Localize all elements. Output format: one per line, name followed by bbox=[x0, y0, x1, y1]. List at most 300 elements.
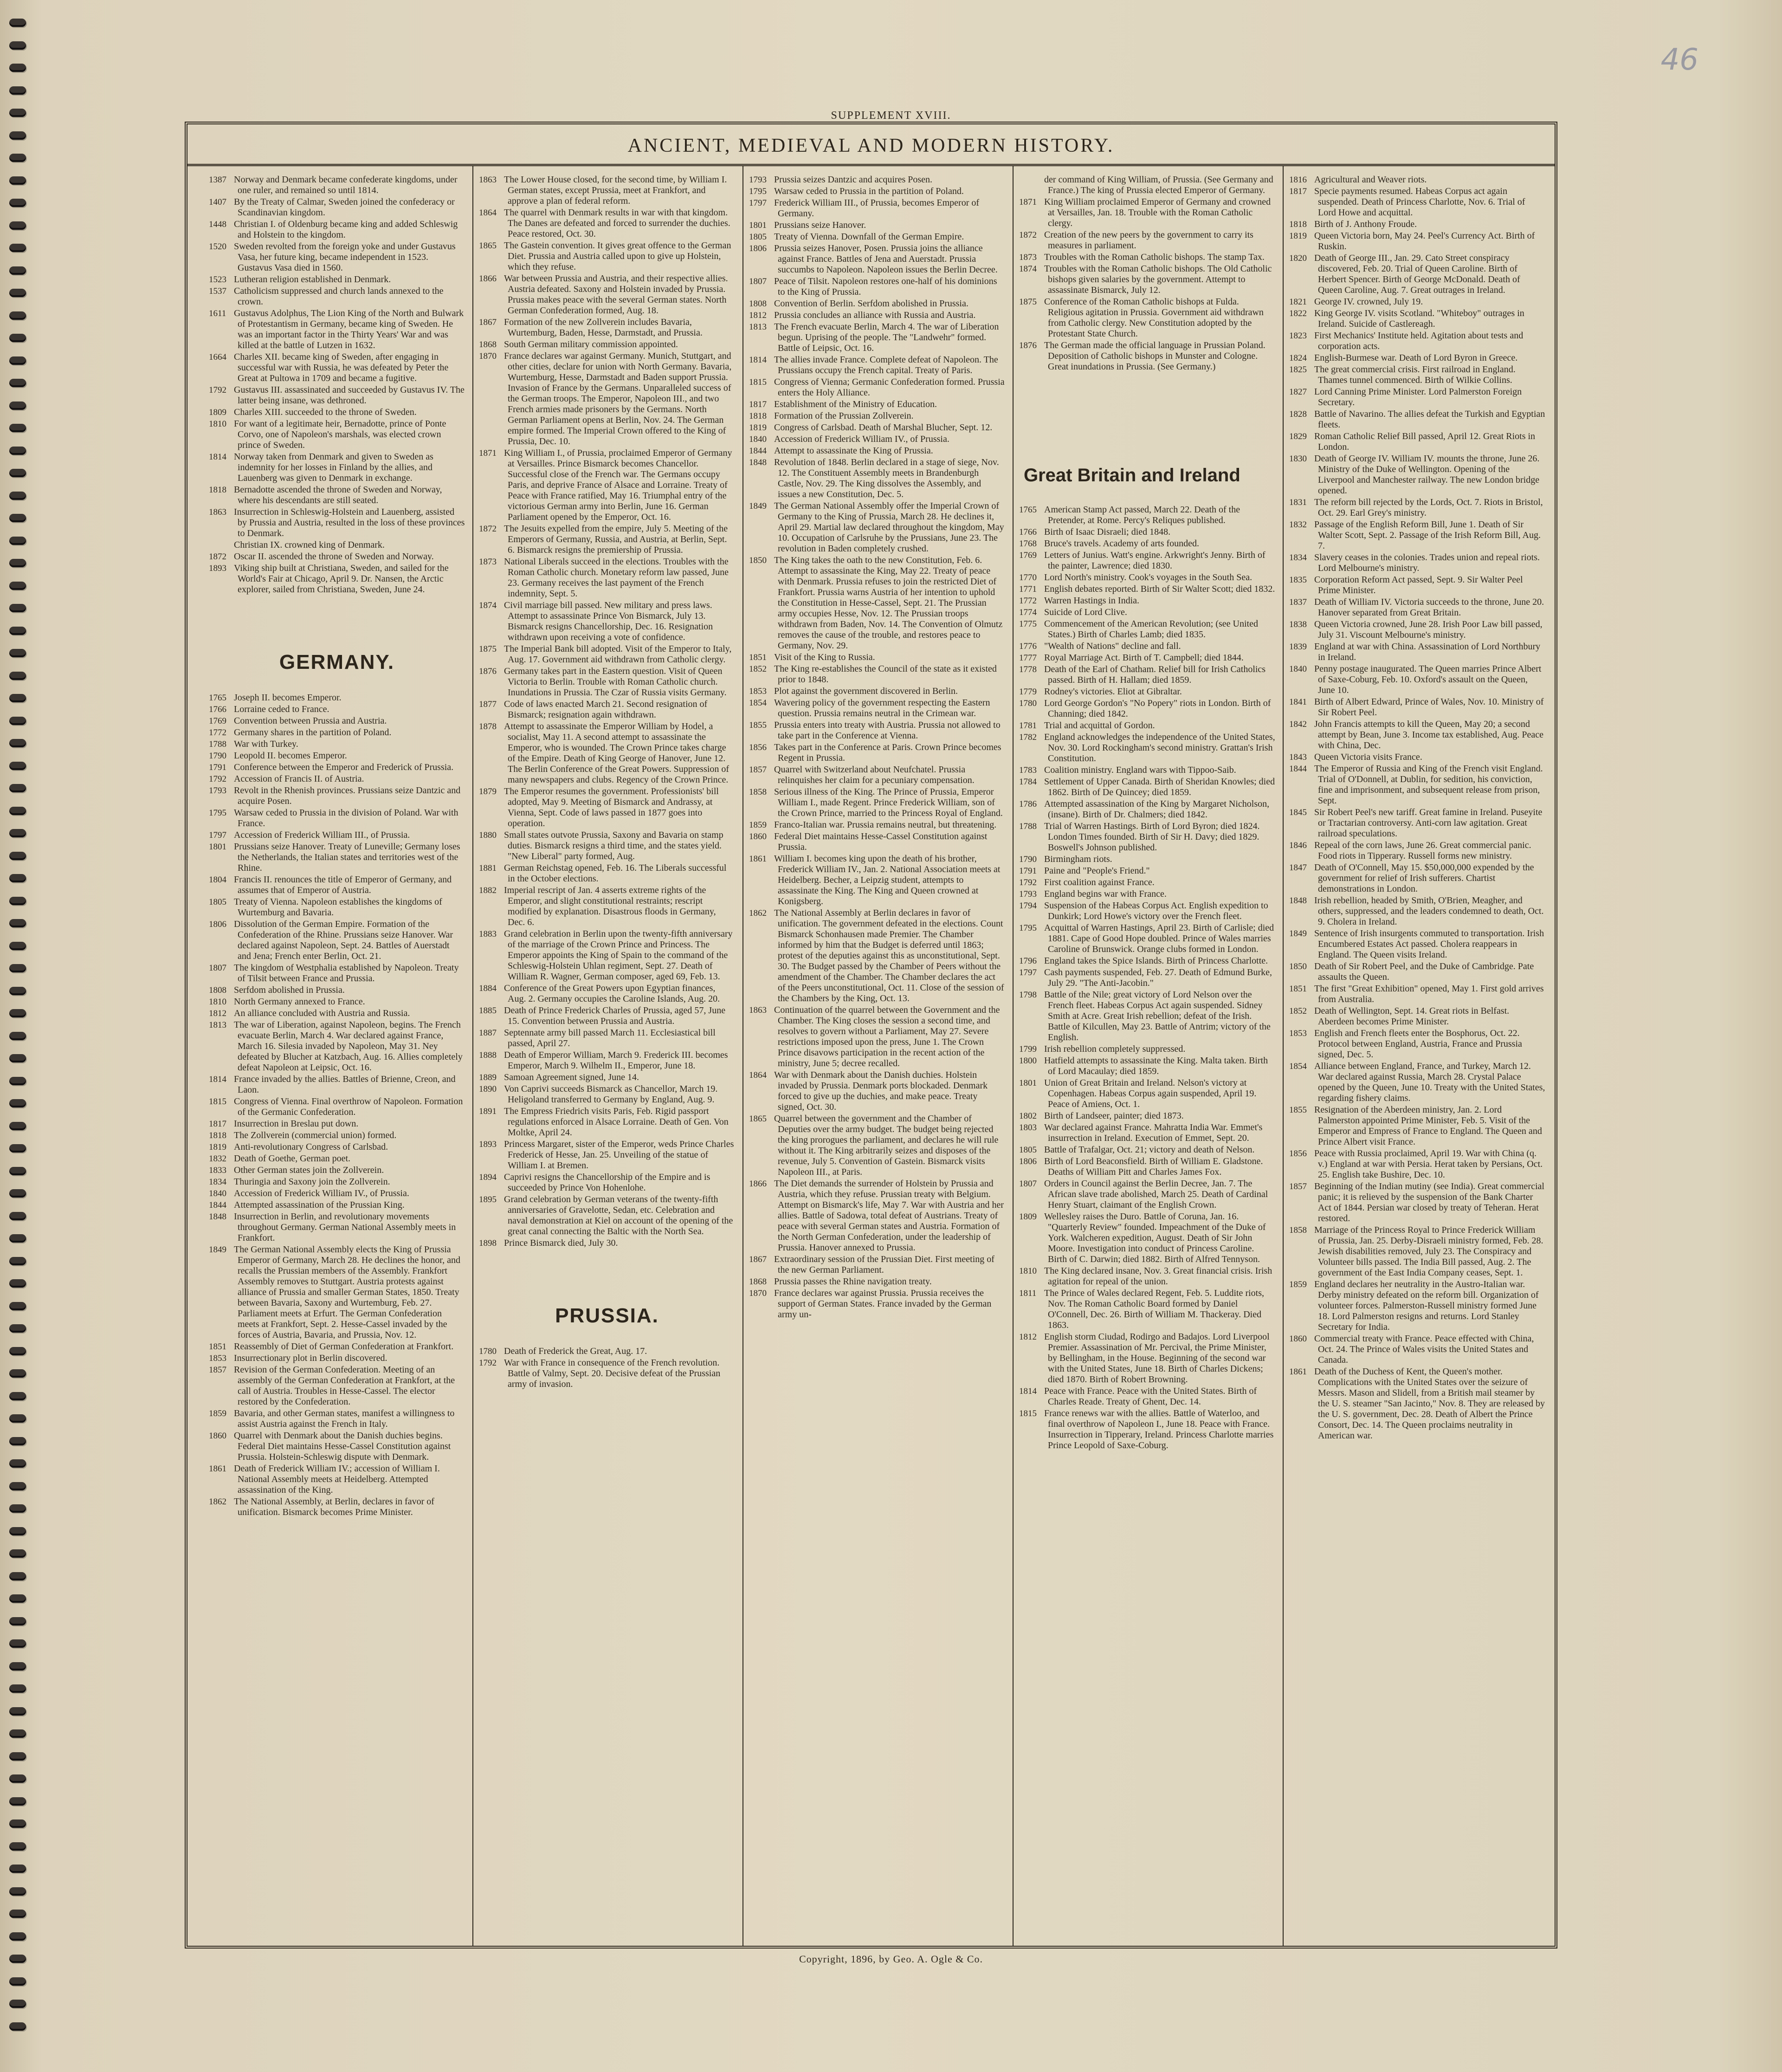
entry-text: Congress of Vienna. Final overthrow of Napoleon. Formation of the Germanic Confederation. bbox=[234, 1096, 463, 1117]
binding-ring bbox=[9, 1234, 26, 1243]
entry-text: Warsaw ceded to Prussia in the partition of Poland. bbox=[774, 186, 964, 196]
entry-year: 1805 bbox=[209, 897, 226, 907]
entry-text: Prussia concludes an alliance with Russia and Austria. bbox=[774, 310, 976, 320]
entry-text: France declares war against Germany. Munich, Stuttgart, and other cities, declare for union with North Germany. Bavaria, Wurtemburg, Hesse, Darmstadt and Baden support Prussia. Invasion of France by the Germans. Unparalleled success of the German troops. The Emperor, Napoleon III., and two French armies made prisoners by the Germans. North German Parliament opens at Berlin, Nov. 24. The German empire formed. The Imperial Crown offered to the King of Prussia, Dec. 10. bbox=[504, 351, 732, 447]
entry-year: 1806 bbox=[749, 244, 767, 253]
binding-ring bbox=[9, 1819, 26, 1828]
entry-text: Sweden revolted from the foreign yoke and under Gustavus Vasa, her future king, became independent in 1523. Gustavus Vasa died in 1560. bbox=[234, 241, 456, 273]
entry-year: 1865 bbox=[479, 241, 497, 251]
history-entry bbox=[479, 983, 735, 1004]
entry-year: 1815 bbox=[209, 1097, 226, 1107]
history-entry bbox=[209, 274, 465, 285]
binding-ring bbox=[9, 1932, 26, 1941]
entry-text: Commencement of the American Revolution; (see United States.) Birth of Charles Lamb; died 1835. bbox=[1044, 619, 1258, 640]
entry-year: 1782 bbox=[1019, 732, 1037, 742]
entry-text: Treaty of Vienna. Napoleon establishes the kingdoms of Wurtemburg and Bavaria. bbox=[234, 897, 442, 918]
history-entry bbox=[1019, 505, 1275, 526]
entry-text: The quarrel with Denmark results in war with that kingdom. The Danes are defeated and forced to surrender the duchies. Peace restored, Oct. 30. bbox=[504, 207, 730, 239]
entry-year: 1812 bbox=[749, 311, 767, 320]
entry-text: Trial of Warren Hastings. Birth of Lord Byron; died 1824. London Times founded. Birth of Sir H. Davy; died 1829. Boswell's Johnson published. bbox=[1044, 821, 1260, 853]
binding-ring bbox=[9, 1707, 26, 1716]
entry-text: Visit of the King to Russia. bbox=[774, 652, 875, 662]
binding-ring bbox=[9, 1009, 26, 1017]
entry-text: Suspension of the Habeas Corpus Act. English expedition to Dunkirk; Lord Howe's victory over the French fleet. bbox=[1044, 900, 1268, 921]
entry-year: 1882 bbox=[479, 886, 497, 895]
entry-year: 1774 bbox=[1019, 608, 1037, 617]
history-entry bbox=[1289, 1006, 1545, 1027]
history-entry bbox=[1289, 330, 1545, 352]
history-entry bbox=[1289, 1225, 1545, 1278]
entry-year: 1801 bbox=[1019, 1078, 1037, 1088]
entry-year: 1780 bbox=[479, 1347, 497, 1356]
binding-ring bbox=[9, 221, 26, 230]
entry-year: 1797 bbox=[749, 198, 767, 208]
binding-ring bbox=[9, 1279, 26, 1288]
history-entry bbox=[479, 339, 735, 350]
entry-year: 1800 bbox=[1019, 1056, 1037, 1066]
entry-text: Code of laws enacted March 21. Second resignation of Bismarck; resignation again withdrawn. bbox=[504, 699, 708, 720]
entry-text: Warsaw ceded to Prussia in the division of Poland. War with France. bbox=[234, 808, 458, 829]
history-entry bbox=[209, 507, 465, 539]
entry-year: 1815 bbox=[749, 377, 767, 387]
history-entry bbox=[479, 699, 735, 720]
entry-text: Sentence of Irish insurgents commuted to transportation. Irish Encumbered Estates Act passed. Cholera reappears in England. The Queen visits Ireland. bbox=[1314, 928, 1544, 960]
entry-year: 1863 bbox=[479, 175, 497, 185]
binding-ring bbox=[9, 447, 26, 455]
entry-year: 1834 bbox=[209, 1177, 226, 1187]
history-entry bbox=[1289, 175, 1545, 185]
binding-ring bbox=[9, 1797, 26, 1806]
history-entry bbox=[209, 1431, 465, 1463]
entry-year: 1872 bbox=[1019, 230, 1037, 240]
entry-text: The Lower House closed, for the second time, by William I. German states, except Prussia, meet at Frankfort, and approve a plan of federal reform. bbox=[504, 175, 727, 206]
entry-text: The King declared insane, Nov. 3. Great financial crisis. Irish agitation for repeal of the union. bbox=[1044, 1266, 1272, 1287]
entry-year: 1846 bbox=[1289, 841, 1307, 850]
entry-text: The Diet demands the surrender of Holstein by Prussia and Austria, which they refuse. Prussian treaty with Belgium. Attempt on Bismarck's life, May 7. War with Austria and her allies. Battle of Sadowa, total defeat of Austrians. Treaty of peace with several German states and Austria. Formation of the North German Confederation, under the leadership of Prussia. Hanover annexed to Prussia. bbox=[774, 1178, 1004, 1253]
history-entry bbox=[209, 352, 465, 384]
entry-year: 1814 bbox=[209, 1075, 226, 1084]
history-entry bbox=[1289, 641, 1545, 663]
entry-text: Coalition ministry. England wars with Tippoo-Saib. bbox=[1044, 765, 1236, 775]
entry-text: Attempt to assassinate the Emperor William by Hodel, a socialist, May 11. A second attempt to assassinate the Emperor, who is wounded. The Crown Prince takes charge of the Empire. Death of King George of Hanover, June 12. The Berlin Conference of the Great Powers. Suppression of many newspapers and clubs. Regency of the Crown Prince. bbox=[504, 721, 730, 785]
entry-text: The King takes the oath to the new Constitution, Feb. 6. Attempt to assassinate the King, May 22. Treaty of peace with Denmark. Prussia refuses to join the restricted Diet of Frankfort. Prussia warns Austria of her intention to uphold the Constitution in Hesse-Cassel, Sept. 21. The Prussian army occupies Hesse, Nov. 12. The Prussian troops withdrawn from Baden, Nov. 14. The Convention of Olmutz removes the cause of the trouble, and restores peace to Germany, Nov. 29. bbox=[774, 555, 1003, 651]
history-entry bbox=[1289, 764, 1545, 806]
history-entry bbox=[749, 198, 1005, 219]
history-entry bbox=[1019, 1122, 1275, 1144]
history-entry bbox=[479, 786, 735, 829]
entry-year: 1853 bbox=[749, 686, 767, 696]
entry-year: 1840 bbox=[749, 434, 767, 444]
history-entry bbox=[479, 885, 735, 928]
history-entry bbox=[209, 219, 465, 240]
entry-text: Death of O'Connell, May 15. $50,000,000 expended by the government for relief of Irish sufferers. Chartist demonstrations in London. bbox=[1314, 862, 1534, 894]
history-entry bbox=[1019, 527, 1275, 537]
history-entry bbox=[209, 1119, 465, 1129]
entry-text: German Reichstag opened, Feb. 16. The Liberals successful in the October elections. bbox=[504, 863, 727, 884]
history-entry bbox=[749, 322, 1005, 354]
entry-year: 1781 bbox=[1019, 721, 1037, 731]
entry-text: Peace with Russia proclaimed, April 19. War with China (q. v.) England at war with Persia. Herat taken by Persians, Oct. 25. English take Bushire, Dec. 10. bbox=[1314, 1148, 1543, 1180]
history-entry bbox=[749, 1005, 1005, 1069]
entry-year: 1807 bbox=[209, 963, 226, 973]
entry-year: 1766 bbox=[209, 705, 226, 714]
entry-year: 1797 bbox=[209, 830, 226, 840]
entry-text: Formation of the Prussian Zollverein. bbox=[774, 411, 914, 421]
entry-year: 1857 bbox=[1289, 1182, 1307, 1191]
entry-year: 1788 bbox=[1019, 822, 1037, 831]
history-entry bbox=[1289, 597, 1545, 618]
entry-text: The Jesuits expelled from the empire, July 5. Meeting of the Emperors of Germany, Russia, and Austria, at Berlin, Sept. 6. Bismarck resigns the premiership of Prussia. bbox=[504, 524, 728, 555]
history-entry bbox=[209, 540, 465, 550]
entry-text: Creation of the new peers by the government to carry its measures in parliament. bbox=[1044, 230, 1253, 251]
history-entry bbox=[1019, 230, 1275, 251]
entry-text: Franco-Italian war. Prussia remains neutral, but threatening. bbox=[774, 820, 997, 830]
entry-text: Germany takes part in the Eastern question. Visit of Queen Victoria to Berlin. Trouble with Roman Catholic church. Inundations in Prussia. The Czar of Russia visits Germany. bbox=[504, 666, 727, 698]
entry-year: 1870 bbox=[749, 1289, 767, 1298]
history-entry bbox=[209, 1177, 465, 1187]
history-entry bbox=[749, 276, 1005, 298]
binding-ring bbox=[9, 199, 26, 207]
history-entry bbox=[479, 666, 735, 698]
entry-text: For want of a legitimate heir, Bernadotte, prince of Ponte Corvo, one of Napoleon's marshals, was elected crown prince of Sweden. bbox=[234, 419, 446, 450]
entry-text: The German made the official language in Prussian Poland. Deposition of Catholic bishops in Munster and Cologne. Great inundations in Prussia. (See Germany.) bbox=[1044, 340, 1265, 372]
history-entry bbox=[749, 787, 1005, 819]
history-entry bbox=[1019, 765, 1275, 776]
history-entry bbox=[209, 808, 465, 829]
binding-ring bbox=[9, 379, 26, 387]
entry-text: Samoan Agreement signed, June 14. bbox=[504, 1072, 639, 1082]
entry-text: Princess Margaret, sister of the Emperor, weds Prince Charles Frederick of Hesse, Jan. 25. Unveiling of the statue of William I. at Bremen. bbox=[504, 1139, 734, 1171]
entry-text: Royal Marriage Act. Birth of T. Campbell; died 1844. bbox=[1044, 653, 1244, 663]
entry-year: 1853 bbox=[1289, 1029, 1307, 1038]
history-entry bbox=[749, 446, 1005, 456]
history-entry bbox=[749, 399, 1005, 410]
entry-text: First Mechanics' Institute held. Agitation about tests and corporation acts. bbox=[1314, 330, 1524, 351]
binding-ring bbox=[9, 1347, 26, 1355]
entry-text: Battle of the Nile; great victory of Lord Nelson over the French fleet. Habeas Corpus Act again suspended. Sidney Smith at Acre. Great Irish rebellion; defeat of the Irish. Battle of Kilcullen, May 23. Battle of Antrim; victory of the English. bbox=[1044, 990, 1271, 1042]
entry-year: 1885 bbox=[479, 1006, 497, 1016]
history-entry bbox=[749, 720, 1005, 741]
history-entry bbox=[479, 1028, 735, 1049]
entry-year: 1779 bbox=[1019, 687, 1037, 697]
entry-year: 1871 bbox=[479, 448, 497, 458]
history-entry bbox=[1019, 641, 1275, 652]
entry-year: 1813 bbox=[749, 322, 767, 332]
entry-text: King George IV. visits Scotland. "Whiteboy" outrages in Ireland. Suicide of Castlereagh. bbox=[1314, 308, 1524, 329]
entry-year: 1847 bbox=[1289, 863, 1307, 873]
history-entry bbox=[209, 739, 465, 750]
entry-year: 1844 bbox=[209, 1200, 226, 1210]
entry-year: 1848 bbox=[209, 1212, 226, 1222]
history-entry bbox=[749, 555, 1005, 651]
entry-year: 1803 bbox=[1019, 1123, 1037, 1133]
entry-text: The kingdom of Westphalia established by Napoleon. Treaty of Tilsit between France and Prussia. bbox=[234, 963, 459, 984]
history-entry bbox=[1289, 928, 1545, 960]
entry-text: Oscar II. ascended the throne of Sweden and Norway. bbox=[234, 551, 434, 562]
entry-text: Death of Emperor William, March 9. Frederick III. becomes Emperor, March 9. Wilhelm II., Emperor, June 18. bbox=[504, 1050, 728, 1071]
entry-year: 1769 bbox=[1019, 550, 1037, 560]
column-rule bbox=[1283, 166, 1284, 1946]
entry-text: Warren Hastings in India. bbox=[1044, 596, 1139, 606]
history-entry bbox=[749, 243, 1005, 275]
entry-text: English-Burmese war. Death of Lord Byron in Greece. bbox=[1314, 353, 1518, 363]
entry-year: 1880 bbox=[479, 830, 497, 840]
entry-year: 1790 bbox=[1019, 855, 1037, 864]
entry-year: 1864 bbox=[749, 1070, 767, 1080]
entry-text: Gustavus III. assassinated and succeeded by Gustavus IV. The latter being insane, was dethroned. bbox=[234, 385, 465, 406]
entry-text: King William proclaimed Emperor of Germany and crowned at Versailles, Jan. 18. Trouble with the Roman Catholic clergy. bbox=[1044, 197, 1271, 228]
entry-text: Civil marriage bill passed. New military and press laws. Attempt to assassinate Prince Von Bismarck, July 13. Bismarck resigns Chancellorship, Dec. 16. Resignation withdrawn upon receiving a vote of confidence. bbox=[504, 600, 713, 642]
entry-year: 1860 bbox=[209, 1431, 226, 1441]
entry-year: 1801 bbox=[749, 220, 767, 230]
entry-year: 1537 bbox=[209, 286, 226, 296]
history-entry bbox=[209, 762, 465, 773]
history-entry bbox=[209, 704, 465, 715]
entry-text: Irish rebellion, headed by Smith, O'Brien, Meagher, and others, suppressed, and the leaders condemned to death, Oct. 9. Cholera in Ireland. bbox=[1314, 895, 1544, 927]
history-entry bbox=[479, 524, 735, 556]
history-entry bbox=[1289, 984, 1545, 1005]
history-entry bbox=[1019, 866, 1275, 876]
history-entry bbox=[1019, 252, 1275, 263]
history-entry bbox=[749, 411, 1005, 421]
entry-text: Acquittal of Warren Hastings, April 23. Birth of Carlisle; died 1881. Cape of Good Hope doubled. Prince of Wales marries Caroline of Brunswick. Orange clubs formed in London. bbox=[1044, 923, 1274, 954]
entry-text: Establishment of the Ministry of Education. bbox=[774, 399, 937, 409]
binding-ring bbox=[9, 1639, 26, 1648]
entry-text: Birth of J. Anthony Froude. bbox=[1314, 219, 1417, 229]
entry-year: 1873 bbox=[479, 557, 497, 567]
entry-year: 1793 bbox=[209, 786, 226, 796]
history-entry bbox=[1289, 431, 1545, 453]
entry-year: 1850 bbox=[1289, 962, 1307, 971]
binding-ring bbox=[9, 492, 26, 500]
entry-text: Battle of Navarino. The allies defeat the Turkish and Egyptian fleets. bbox=[1314, 409, 1545, 430]
text-column-4 bbox=[1019, 175, 1275, 1938]
column-rule bbox=[742, 166, 743, 1946]
history-entry bbox=[749, 1114, 1005, 1178]
binding-ring bbox=[9, 1729, 26, 1738]
entry-text: Troubles with the Roman Catholic bishops. The Old Catholic bishops given salaries by the government. Attempt to assassinate Bismarck, July 12. bbox=[1044, 264, 1272, 295]
entry-text: Birth of Albert Edward, Prince of Wales, Nov. 10. Ministry of Sir Robert Peel. bbox=[1314, 697, 1544, 718]
entry-year: 1898 bbox=[479, 1238, 497, 1248]
entry-year: 1864 bbox=[479, 208, 497, 218]
history-entry bbox=[1289, 219, 1545, 230]
entry-year: 1866 bbox=[479, 274, 497, 284]
history-entry bbox=[209, 1188, 465, 1199]
history-entry bbox=[479, 1139, 735, 1171]
history-entry bbox=[1019, 990, 1275, 1043]
history-entry bbox=[749, 742, 1005, 764]
history-entry bbox=[1289, 1061, 1545, 1104]
entry-text: Viking ship built at Christiana, Sweden, and sailed for the World's Fair at Chicago, April 9. Dr. Nansen, the Arctic explorer, sailed from Christiana, Sweden, June 24. bbox=[234, 563, 449, 595]
entry-text: Conference between the Emperor and Frederick of Prussia. bbox=[234, 762, 454, 772]
history-entry bbox=[1019, 1044, 1275, 1055]
entry-text: The Emperor resumes the government. Professionists' bill adopted, May 9. Meeting of Bismarck and Andrassy, at Vienna, Sept. Code of laws passed in 1877 goes into operation. bbox=[504, 786, 719, 829]
binding-ring bbox=[9, 131, 26, 140]
binding-ring bbox=[9, 1482, 26, 1490]
history-entry bbox=[749, 664, 1005, 685]
entry-text: Repeal of the corn laws, June 26. Great commercial panic. Food riots in Tipperary. Russell forms new ministry. bbox=[1314, 840, 1531, 861]
history-entry bbox=[1289, 353, 1545, 363]
history-entry bbox=[209, 563, 465, 595]
entry-text: Penny postage inaugurated. The Queen marries Prince Albert of Saxe-Coburg, Feb. 10. Oxford's assault on the Queen, June 10. bbox=[1314, 664, 1542, 695]
history-entry bbox=[1019, 664, 1275, 686]
entry-text: Serious illness of the King. The Prince of Prussia, Emperor William I., made Regent. Prince Frederick William, son of the Crown Prince, married to the Princess Royal of England. bbox=[774, 787, 1003, 818]
entry-text: Attempted assassination of the King by Margaret Nicholson, (insane). Birth of Dr. Chalmers; died 1842. bbox=[1044, 799, 1270, 820]
binding-ring bbox=[9, 1684, 26, 1693]
history-entry bbox=[1019, 596, 1275, 606]
entry-year: 1894 bbox=[479, 1172, 497, 1182]
entry-text: England acknowledges the independence of the United States, Nov. 30. Lord Rockingham's second ministry. Grattan's Irish Constitution. bbox=[1044, 732, 1275, 764]
entry-year: 1818 bbox=[749, 411, 767, 421]
entry-text: Lutheran religion established in Denmark. bbox=[234, 274, 391, 285]
history-entry bbox=[1019, 889, 1275, 900]
entry-text: Hatfield attempts to assassinate the King. Malta taken. Birth of Lord Macaulay; died 1859. bbox=[1044, 1055, 1268, 1076]
history-entry bbox=[1289, 308, 1545, 330]
entry-year: 1830 bbox=[1289, 454, 1307, 464]
entry-year: 1893 bbox=[479, 1140, 497, 1149]
entry-year: 1841 bbox=[1289, 697, 1307, 707]
entry-year: 1865 bbox=[749, 1114, 767, 1124]
history-entry bbox=[209, 1365, 465, 1407]
entry-year: 1838 bbox=[1289, 620, 1307, 629]
entry-text: War with Denmark about the Danish duchies. Holstein invaded by Prussia. Denmark ports blockaded. Denmark forced to give up the duchies, and make peace. Treaty signed, Oct. 30. bbox=[774, 1070, 988, 1112]
entry-text: Trial and acquittal of Gordon. bbox=[1044, 720, 1155, 731]
entry-year: 1853 bbox=[209, 1353, 226, 1363]
entry-year: 1840 bbox=[209, 1189, 226, 1198]
binding-ring bbox=[9, 1414, 26, 1423]
entry-text: Irish rebellion completely suppressed. bbox=[1044, 1044, 1186, 1054]
history-entry bbox=[749, 831, 1005, 853]
entry-text: Extraordinary session of the Prussian Diet. First meeting of the new German Parliament. bbox=[774, 1254, 994, 1275]
entry-text: Francis II. renounces the title of Emperor of Germany, and assumes that of Emperor of Austria. bbox=[234, 874, 452, 895]
binding-ring bbox=[9, 64, 26, 72]
entry-year: 1792 bbox=[1019, 878, 1037, 887]
entry-text: Troubles with the Roman Catholic bishops. The stamp Tax. bbox=[1044, 252, 1265, 262]
history-entry bbox=[209, 1244, 465, 1340]
entry-year: 1769 bbox=[209, 716, 226, 726]
history-entry bbox=[749, 175, 1005, 185]
entry-year: 1829 bbox=[1289, 432, 1307, 441]
entry-text: Death of Frederick William IV.; accession of William I. National Assembly meets at Heidelberg. Attempted assassination of the King. bbox=[234, 1463, 440, 1495]
history-entry bbox=[209, 1200, 465, 1211]
entry-year: 1844 bbox=[1289, 764, 1307, 774]
entry-year: 1863 bbox=[749, 1005, 767, 1015]
history-entry bbox=[209, 774, 465, 784]
entry-year: 1818 bbox=[209, 485, 226, 495]
entry-text: Leopold II. becomes Emperor. bbox=[234, 751, 347, 761]
history-entry bbox=[1289, 1028, 1545, 1060]
binding-ring bbox=[9, 1392, 26, 1400]
history-entry bbox=[1019, 1266, 1275, 1287]
entry-text: Bernadotte ascended the throne of Sweden and Norway, where his descendants are still seated. bbox=[234, 485, 442, 505]
entry-text: Prussia seizes Dantzic and acquires Posen. bbox=[774, 175, 933, 185]
entry-year: 1523 bbox=[209, 275, 226, 285]
entry-year: 1871 bbox=[1019, 197, 1037, 207]
history-entry bbox=[1019, 340, 1275, 372]
entry-text: Other German states join the Zollverein. bbox=[234, 1165, 384, 1175]
section-heading-germany: GERMANY. bbox=[279, 651, 395, 673]
entry-year: 1855 bbox=[1289, 1105, 1307, 1115]
entry-text: Birth of Isaac Disraeli; died 1848. bbox=[1044, 527, 1171, 537]
entry-year: 1887 bbox=[479, 1028, 497, 1038]
entry-text: Wavering policy of the government respecting the Eastern question. Prussia remains neutral in the Crimean war. bbox=[774, 698, 990, 719]
entry-year: 1857 bbox=[209, 1365, 226, 1375]
entry-year: 1859 bbox=[1289, 1280, 1307, 1289]
entry-year: 1805 bbox=[1019, 1145, 1037, 1155]
entry-year: 1821 bbox=[1289, 297, 1307, 307]
binding-ring bbox=[9, 1459, 26, 1468]
history-entry bbox=[1289, 719, 1545, 751]
binding-ring bbox=[9, 852, 26, 860]
history-entry bbox=[209, 1130, 465, 1141]
entry-text: Lord Canning Prime Minister. Lord Palmerston Foreign Secretary. bbox=[1314, 387, 1522, 408]
entry-year: 1875 bbox=[479, 644, 497, 654]
entry-text: France renews war with the allies. Battle of Waterloo, and final overthrow of Napoleon I., June 18. Peace with France. Insurrection in Tipperary, Ireland. Princess Charlotte marries Prince Leopold of Saxe-Coburg. bbox=[1044, 1408, 1274, 1450]
history-entry bbox=[479, 207, 735, 240]
binding-ring bbox=[9, 1774, 26, 1783]
history-entry bbox=[1289, 497, 1545, 518]
entry-text: Insurrectionary plot in Berlin discovered. bbox=[234, 1353, 387, 1363]
history-entry bbox=[209, 551, 465, 562]
entry-text: Bruce's travels. Academy of arts founded. bbox=[1044, 538, 1200, 549]
entry-year: 1861 bbox=[1289, 1367, 1307, 1377]
entry-year: 1814 bbox=[1019, 1386, 1037, 1396]
entry-year: 1765 bbox=[209, 693, 226, 703]
entry-text: English storm Ciudad, Rodirgo and Badajos. Lord Liverpool Premier. Assassination of Mr. Percival, the Prime Minister, by Bellingham, in the House. Beginning of the second war with the United States, June 18. Birth of Charles Dickens; died 1870. Birth of Robert Browning. bbox=[1044, 1332, 1270, 1385]
history-entry bbox=[209, 874, 465, 896]
entry-year: 1823 bbox=[1289, 331, 1307, 341]
entry-year: 1801 bbox=[209, 842, 226, 852]
binding-ring bbox=[9, 672, 26, 680]
entry-text: Accession of Frederick William IV., of Prussia. bbox=[774, 434, 949, 444]
entry-text: Anti-revolutionary Congress of Carlsbad. bbox=[234, 1142, 388, 1152]
history-entry bbox=[209, 1074, 465, 1095]
entry-text: Prussians seize Hanover. Treaty of Luneville; Germany loses the Netherlands, the Italian states and territories west of the Rhine. bbox=[234, 842, 460, 873]
history-entry bbox=[209, 1020, 465, 1073]
entry-year: 1795 bbox=[209, 808, 226, 818]
entry-year: 1827 bbox=[1289, 387, 1307, 397]
entry-text: Lorraine ceded to France. bbox=[234, 704, 329, 714]
entry-text: Insurrection in Schleswig-Holstein and Lauenberg, assisted by Prussia and Austria, resulted in the loss of these provinces to Denmark. bbox=[234, 507, 465, 538]
text-column-5 bbox=[1289, 175, 1545, 1938]
entry-text: First coalition against France. bbox=[1044, 877, 1155, 887]
binding-ring bbox=[9, 1572, 26, 1580]
entry-text: England begins war with France. bbox=[1044, 889, 1167, 899]
entry-year: 1832 bbox=[1289, 520, 1307, 530]
entry-text: Death of Wellington, Sept. 14. Great riots in Belfast. Aberdeen becomes Prime Minister. bbox=[1314, 1006, 1510, 1027]
history-entry bbox=[1019, 538, 1275, 549]
entry-text: Continuation of the quarrel between the Government and the Chamber. The King closes the session a second time, and resolves to govern without a Parliament, May 27. Severe restrictions imposed upon the press, June 1. The Crown Prince disavows participation in the recent action of the ministry, June 5; decree recalled. bbox=[774, 1005, 1000, 1068]
entry-text: Insurrection in Berlin, and revolutionary movements throughout Germany. German National Assembly meets in Frankfort. bbox=[234, 1211, 456, 1243]
copyright-notice: Copyright, 1896, by Geo. A. Ogle & Co. bbox=[799, 1953, 983, 1965]
binding-ring bbox=[9, 41, 26, 50]
history-entry bbox=[1289, 297, 1545, 307]
binding-ring bbox=[9, 1617, 26, 1625]
entry-text: Attempted assassination of the Prussian King. bbox=[234, 1200, 405, 1210]
entry-year: 1873 bbox=[1019, 253, 1037, 262]
entry-text: Revision of the German Confederation. Meeting of an assembly of the German Confederation at Frankfort, at the call of Austria. Troubles in Hesse-Cassel. The elector restored by the Confederation. bbox=[234, 1365, 455, 1407]
history-entry bbox=[749, 310, 1005, 321]
entry-text: Birth of Landseer, painter; died 1873. bbox=[1044, 1111, 1184, 1121]
spiral-binding bbox=[6, 19, 32, 2052]
entry-text: Catholicism suppressed and church lands annexed to the crown. bbox=[234, 286, 444, 307]
entry-year: 1872 bbox=[209, 552, 226, 562]
entry-year: 1816 bbox=[1289, 175, 1307, 185]
binding-ring bbox=[9, 266, 26, 275]
entry-text: Accession of Frederick William IV., of Prussia. bbox=[234, 1188, 409, 1198]
entry-year: 1819 bbox=[1289, 231, 1307, 241]
entry-year: 1780 bbox=[1019, 699, 1037, 708]
